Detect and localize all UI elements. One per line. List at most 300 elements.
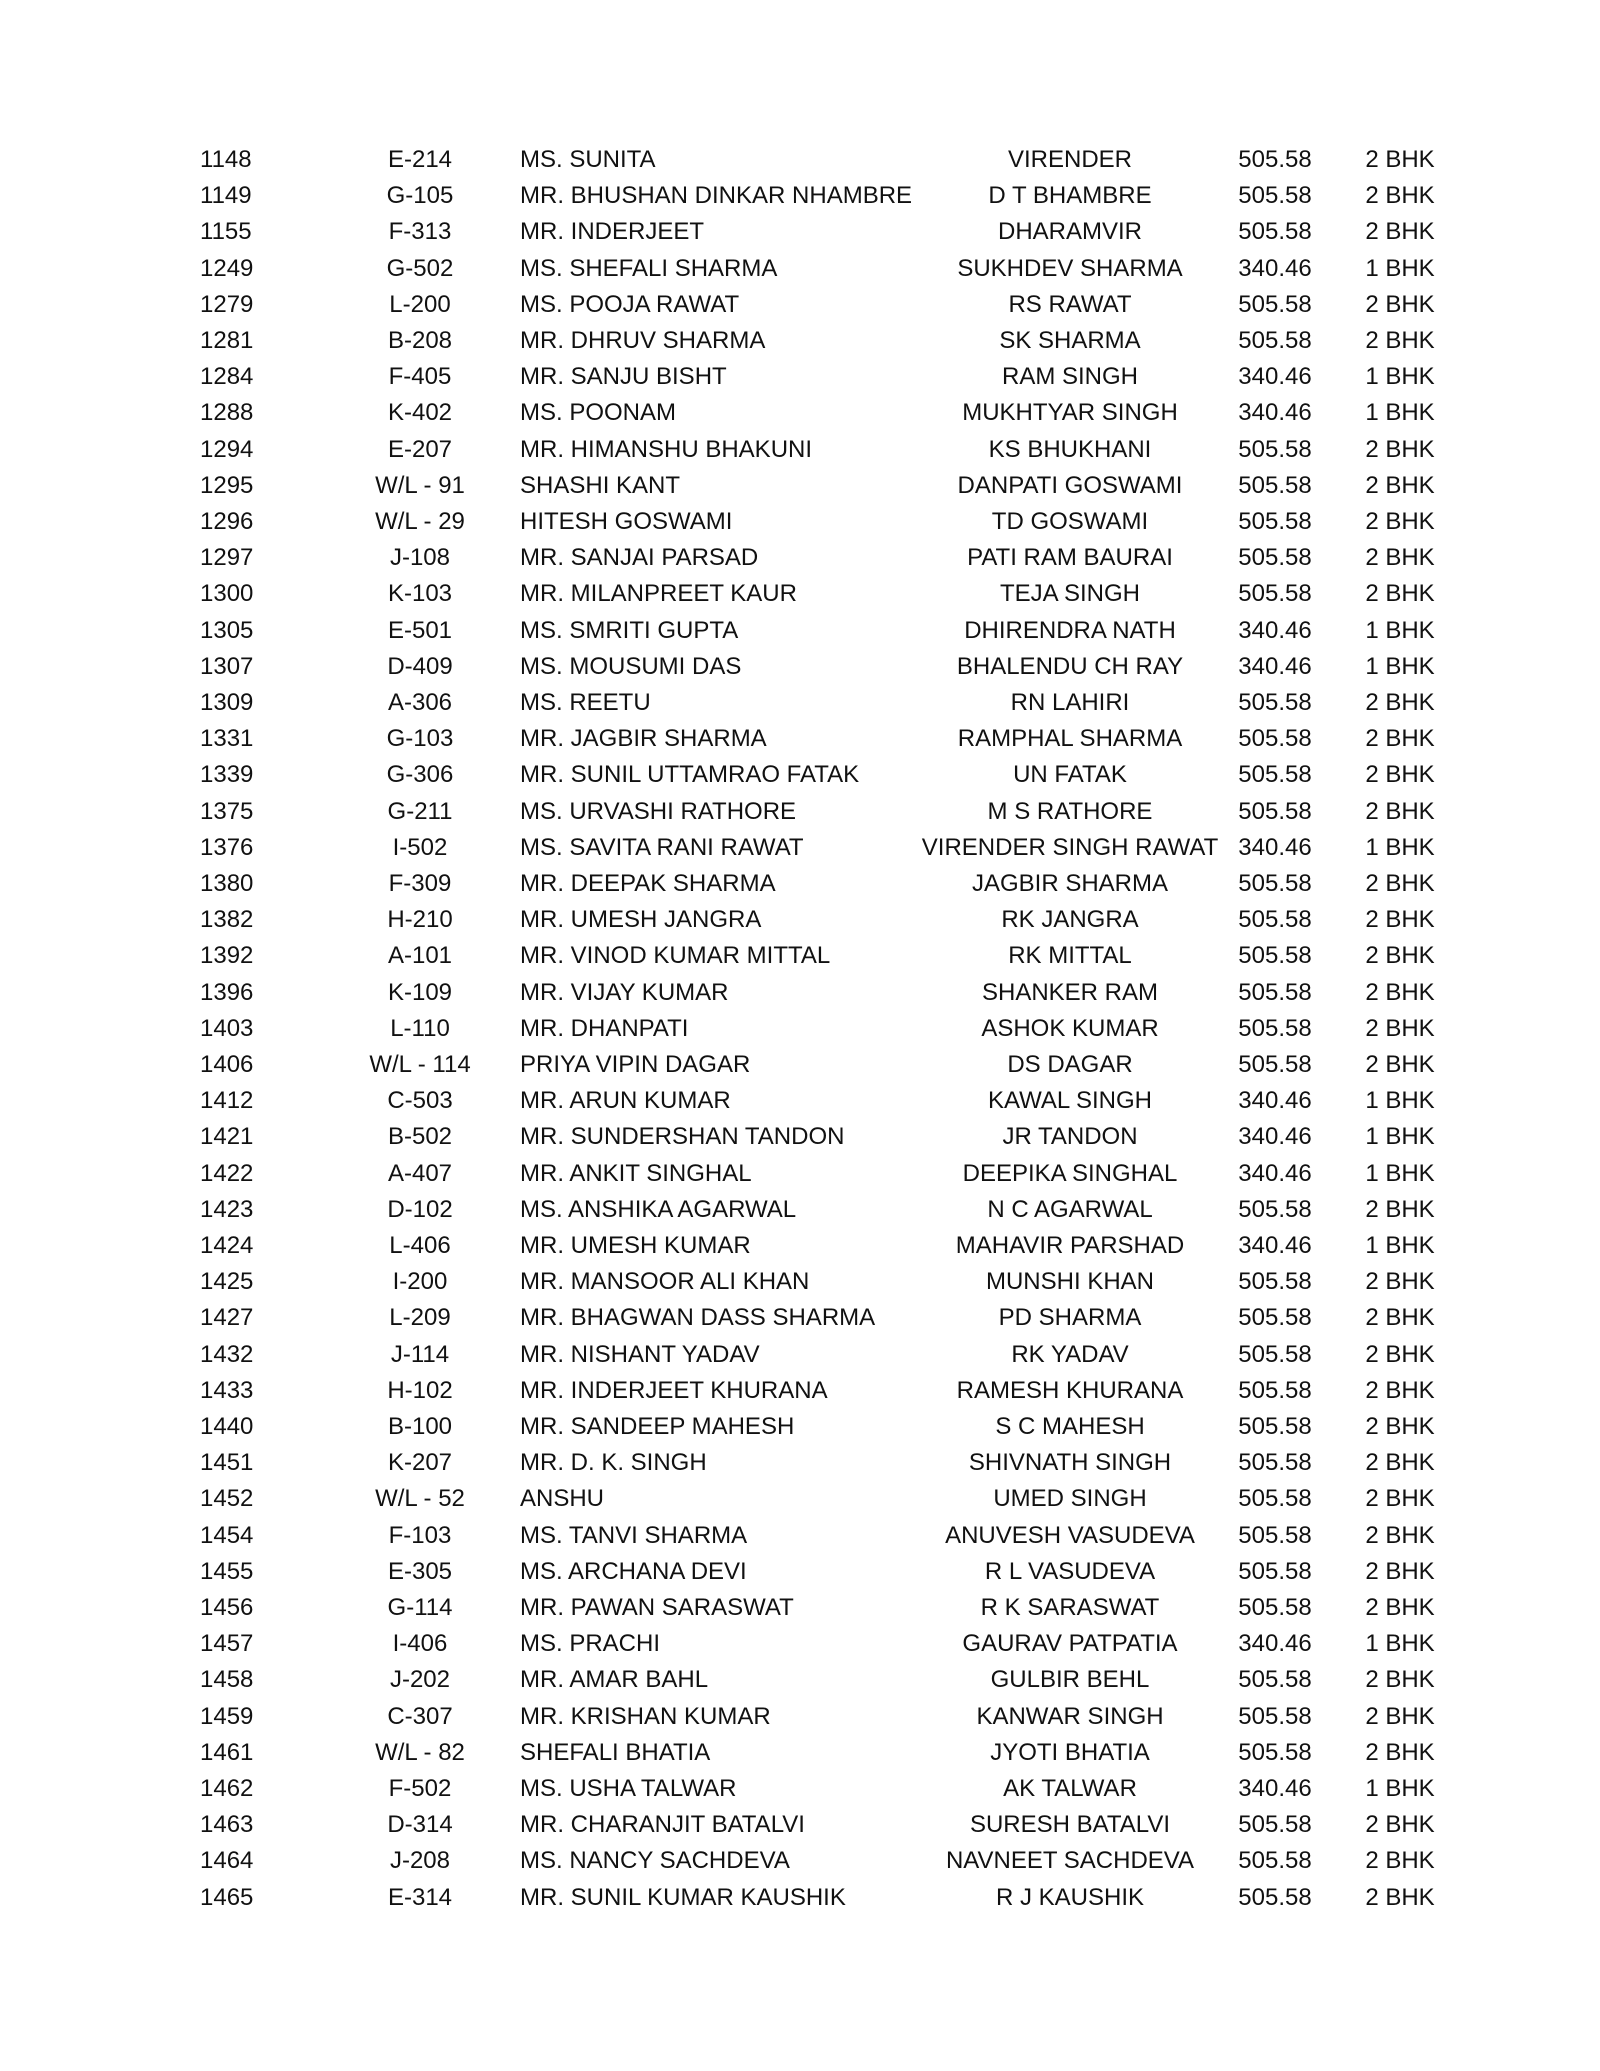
table-row <box>0 1518 1600 1554</box>
relative-name-cell: SHANKER RAM <box>981 978 1159 1006</box>
applicant-name-cell: MR. ANKIT SINGHAL <box>520 1159 752 1187</box>
unit-number-cell: A-101 <box>387 942 453 970</box>
flat-type-cell: 2 BHK <box>1365 146 1435 173</box>
applicant-name-cell: MR. HIMANSHU BHAKUNI <box>520 435 813 463</box>
applicant-name-cell: MS. POONAM <box>520 399 677 427</box>
serial-number-cell: 1454 <box>200 1521 254 1549</box>
flat-type-cell: 2 BHK <box>1365 508 1435 535</box>
flat-type-cell: 1 BHK <box>1365 1630 1435 1658</box>
table-row <box>0 287 1600 323</box>
relative-name-cell: RK JANGRA <box>1001 906 1139 934</box>
flat-type-cell: 2 BHK <box>1365 870 1435 897</box>
flat-type-cell: 2 BHK <box>1365 1738 1435 1766</box>
unit-number-cell: I-502 <box>392 833 448 861</box>
area-cell: 505.58 <box>1238 906 1312 934</box>
area-cell: 340.46 <box>1238 652 1312 680</box>
applicant-name-cell: MR. SUNIL UTTAMRAO FATAK <box>520 761 860 789</box>
flat-type-cell: 1 BHK <box>1365 399 1435 427</box>
table-row <box>0 613 1600 649</box>
unit-number-cell: B-100 <box>387 1413 453 1440</box>
unit-number-cell: A-306 <box>387 689 453 716</box>
serial-number-cell: 1412 <box>200 1087 254 1115</box>
unit-number-cell: D-409 <box>387 652 453 680</box>
relative-name-cell: KS BHUKHANI <box>988 435 1152 463</box>
relative-name-cell: BHALENDU CH RAY <box>956 652 1184 680</box>
unit-number-cell: W/L - 29 <box>375 508 465 535</box>
unit-number-cell: W/L - 82 <box>375 1738 465 1766</box>
serial-number-cell: 1424 <box>200 1232 254 1259</box>
serial-number-cell: 1433 <box>200 1376 254 1404</box>
applicant-name-cell: MR. SANJAI PARSAD <box>520 544 759 572</box>
applicant-name-cell: MR. VINOD KUMAR MITTAL <box>520 942 831 970</box>
applicant-name-cell: MR. AMAR BAHL <box>520 1666 709 1694</box>
unit-number-cell: A-407 <box>387 1159 453 1187</box>
area-cell: 505.58 <box>1238 1449 1312 1477</box>
area-cell: 505.58 <box>1238 471 1312 499</box>
area-cell: 340.46 <box>1238 1630 1312 1658</box>
area-cell: 505.58 <box>1238 327 1312 354</box>
flat-type-cell: 2 BHK <box>1365 906 1435 934</box>
area-cell: 505.58 <box>1238 1521 1312 1549</box>
table-row <box>0 1843 1600 1879</box>
serial-number-cell: 1452 <box>200 1485 254 1513</box>
table-row <box>0 830 1600 866</box>
table-row <box>0 1409 1600 1445</box>
area-cell: 505.58 <box>1238 182 1312 210</box>
table-row <box>0 1337 1600 1373</box>
applicant-name-cell: MR. INDERJEET <box>520 218 705 246</box>
flat-type-cell: 2 BHK <box>1365 1594 1435 1621</box>
area-cell: 340.46 <box>1238 616 1312 644</box>
flat-type-cell: 2 BHK <box>1365 435 1435 463</box>
serial-number-cell: 1456 <box>200 1594 254 1621</box>
unit-number-cell: I-406 <box>392 1630 448 1658</box>
table-row <box>0 468 1600 504</box>
relative-name-cell: DS DAGAR <box>1007 1051 1133 1078</box>
area-cell: 505.58 <box>1238 1883 1312 1911</box>
table-row <box>0 576 1600 612</box>
unit-number-cell: L-110 <box>390 1014 450 1042</box>
applicant-name-cell: MR. BHUSHAN DINKAR NHAMBRE <box>520 182 913 210</box>
relative-name-cell: N C AGARWAL <box>987 1195 1153 1223</box>
flat-type-cell: 2 BHK <box>1365 471 1435 499</box>
serial-number-cell: 1155 <box>200 218 252 246</box>
area-cell: 505.58 <box>1238 1666 1312 1694</box>
relative-name-cell: MAHAVIR PARSHAD <box>955 1232 1185 1259</box>
area-cell: 340.46 <box>1238 1087 1312 1115</box>
serial-number-cell: 1459 <box>200 1702 254 1730</box>
table-row <box>0 1264 1600 1300</box>
relative-name-cell: MUKHTYAR SINGH <box>962 399 1178 427</box>
flat-type-cell: 1 BHK <box>1365 1159 1435 1187</box>
table-row <box>0 794 1600 830</box>
flat-type-cell: 2 BHK <box>1365 1811 1435 1839</box>
serial-number-cell: 1281 <box>200 327 254 354</box>
applicant-name-cell: MS. SUNITA <box>520 146 656 173</box>
relative-name-cell: GULBIR BEHL <box>990 1666 1150 1694</box>
table-row <box>0 1699 1600 1735</box>
relative-name-cell: R L VASUDEVA <box>984 1557 1156 1585</box>
applicant-name-cell: MR. DHRUV SHARMA <box>520 327 766 354</box>
applicant-name-cell: MR. SUNIL KUMAR KAUSHIK <box>520 1883 846 1911</box>
flat-type-cell: 2 BHK <box>1365 761 1435 789</box>
relative-name-cell: SK SHARMA <box>999 327 1141 354</box>
serial-number-cell: 1440 <box>200 1413 254 1440</box>
relative-name-cell: R K SARASWAT <box>980 1594 1160 1621</box>
applicant-name-cell: MR. SANJU BISHT <box>520 363 727 391</box>
area-cell: 505.58 <box>1238 942 1312 970</box>
applicant-name-cell: MS. POOJA RAWAT <box>520 290 740 318</box>
relative-name-cell: D T BHAMBRE <box>988 182 1152 210</box>
area-cell: 505.58 <box>1238 1340 1312 1368</box>
applicant-name-cell: MR. MANSOOR ALI KHAN <box>520 1268 810 1296</box>
applicant-name-cell: MR. D. K. SINGH <box>520 1449 707 1477</box>
flat-type-cell: 2 BHK <box>1365 978 1435 1006</box>
flat-type-cell: 2 BHK <box>1365 1521 1435 1549</box>
relative-name-cell: RS RAWAT <box>1008 290 1132 318</box>
serial-number-cell: 1432 <box>200 1340 254 1368</box>
relative-name-cell: SUKHDEV SHARMA <box>957 254 1183 282</box>
unit-number-cell: E-501 <box>387 616 453 644</box>
unit-number-cell: D-102 <box>387 1195 453 1223</box>
area-cell: 505.58 <box>1238 290 1312 318</box>
flat-type-cell: 2 BHK <box>1365 942 1435 970</box>
serial-number-cell: 1451 <box>200 1449 254 1477</box>
area-cell: 505.58 <box>1238 435 1312 463</box>
serial-number-cell: 1457 <box>200 1630 254 1658</box>
applicant-name-cell: MS. SAVITA RANI RAWAT <box>520 833 804 861</box>
applicant-name-cell: MR. BHAGWAN DASS SHARMA <box>520 1304 876 1332</box>
serial-number-cell: 1406 <box>200 1051 254 1078</box>
serial-number-cell: 1423 <box>200 1195 254 1223</box>
area-cell: 505.58 <box>1238 1811 1312 1839</box>
unit-number-cell: L-406 <box>389 1232 451 1259</box>
unit-number-cell: F-502 <box>388 1775 452 1802</box>
relative-name-cell: PD SHARMA <box>998 1304 1142 1332</box>
serial-number-cell: 1464 <box>200 1847 254 1875</box>
area-cell: 505.58 <box>1238 978 1312 1006</box>
area-cell: 505.58 <box>1238 544 1312 572</box>
flat-type-cell: 2 BHK <box>1365 1304 1435 1332</box>
table-row <box>0 685 1600 721</box>
serial-number-cell: 1461 <box>200 1738 254 1766</box>
unit-number-cell: E-214 <box>387 146 453 173</box>
serial-number-cell: 1462 <box>200 1775 254 1802</box>
applicant-name-cell: MR. UMESH KUMAR <box>520 1232 751 1259</box>
area-cell: 505.58 <box>1238 1702 1312 1730</box>
applicant-name-cell: MS. MOUSUMI DAS <box>520 652 742 680</box>
area-cell: 340.46 <box>1238 1775 1312 1802</box>
applicant-name-cell: MR. INDERJEET KHURANA <box>520 1376 828 1404</box>
unit-number-cell: G-211 <box>387 797 453 825</box>
area-cell: 505.58 <box>1238 1051 1312 1078</box>
serial-number-cell: 1331 <box>200 725 254 753</box>
flat-type-cell: 2 BHK <box>1365 218 1435 246</box>
unit-number-cell: G-105 <box>386 182 454 210</box>
flat-type-cell: 2 BHK <box>1365 327 1435 354</box>
applicant-name-cell: MS. NANCY SACHDEVA <box>520 1847 790 1875</box>
relative-name-cell: RK YADAV <box>1011 1340 1129 1368</box>
table-row <box>0 1481 1600 1517</box>
serial-number-cell: 1396 <box>200 978 254 1006</box>
table-row <box>0 432 1600 468</box>
relative-name-cell: MUNSHI KHAN <box>985 1268 1154 1296</box>
serial-number-cell: 1403 <box>200 1014 254 1042</box>
table-row <box>0 866 1600 902</box>
applicant-name-cell: MR. DHANPATI <box>520 1014 689 1042</box>
area-cell: 340.46 <box>1238 399 1312 427</box>
area-cell: 505.58 <box>1238 1195 1312 1223</box>
unit-number-cell: J-202 <box>389 1666 451 1694</box>
unit-number-cell: I-200 <box>392 1268 448 1296</box>
relative-name-cell: RAMESH KHURANA <box>956 1376 1184 1404</box>
unit-number-cell: B-502 <box>387 1123 453 1151</box>
area-cell: 505.58 <box>1238 1594 1312 1621</box>
flat-type-cell: 1 BHK <box>1365 1123 1435 1151</box>
table-row <box>0 1880 1600 1916</box>
applicant-name-cell: MS. REETU <box>520 689 651 716</box>
unit-number-cell: B-208 <box>387 327 453 354</box>
unit-number-cell: W/L - 114 <box>369 1051 471 1078</box>
table-row <box>0 938 1600 974</box>
serial-number-cell: 1284 <box>200 363 254 391</box>
serial-number-cell: 1422 <box>200 1159 254 1187</box>
flat-type-cell: 2 BHK <box>1365 1485 1435 1513</box>
relative-name-cell: VIRENDER SINGH RAWAT <box>921 833 1219 861</box>
applicant-name-cell: MS. URVASHI RATHORE <box>520 797 797 825</box>
relative-name-cell: SHIVNATH SINGH <box>968 1449 1172 1477</box>
serial-number-cell: 1392 <box>200 942 254 970</box>
flat-type-cell: 1 BHK <box>1365 1775 1435 1802</box>
flat-type-cell: 2 BHK <box>1365 725 1435 753</box>
unit-number-cell: F-309 <box>388 870 452 897</box>
flat-type-cell: 1 BHK <box>1365 833 1435 861</box>
flat-type-cell: 1 BHK <box>1365 363 1435 391</box>
flat-type-cell: 2 BHK <box>1365 1340 1435 1368</box>
flat-type-cell: 2 BHK <box>1365 544 1435 572</box>
table-row <box>0 1228 1600 1264</box>
area-cell: 505.58 <box>1238 1376 1312 1404</box>
flat-type-cell: 1 BHK <box>1365 652 1435 680</box>
table-row <box>0 1554 1600 1590</box>
area-cell: 340.46 <box>1238 1123 1312 1151</box>
unit-number-cell: G-114 <box>387 1594 453 1621</box>
unit-number-cell: C-503 <box>387 1087 453 1115</box>
unit-number-cell: E-305 <box>387 1557 453 1585</box>
unit-number-cell: F-313 <box>388 218 452 246</box>
unit-number-cell: W/L - 91 <box>375 471 465 499</box>
unit-number-cell: L-200 <box>389 290 451 318</box>
unit-number-cell: K-109 <box>387 978 453 1006</box>
flat-type-cell: 1 BHK <box>1365 1087 1435 1115</box>
applicant-name-cell: MS. PRACHI <box>520 1630 661 1658</box>
unit-number-cell: K-402 <box>387 399 453 427</box>
area-cell: 340.46 <box>1238 363 1312 391</box>
relative-name-cell: M S RATHORE <box>987 797 1153 825</box>
applicant-name-cell: MR. KRISHAN KUMAR <box>520 1702 771 1730</box>
flat-type-cell: 2 BHK <box>1365 1051 1435 1078</box>
area-cell: 505.58 <box>1238 1268 1312 1296</box>
applicant-name-cell: MS. ANSHIKA AGARWAL <box>520 1195 797 1223</box>
table-row <box>0 975 1600 1011</box>
relative-name-cell: DHIRENDRA NATH <box>964 616 1176 644</box>
table-row <box>0 1771 1600 1807</box>
table-row <box>0 1807 1600 1843</box>
area-cell: 505.58 <box>1238 1014 1312 1042</box>
relative-name-cell: DEEPIKA SINGHAL <box>962 1159 1178 1187</box>
serial-number-cell: 1421 <box>200 1123 254 1151</box>
relative-name-cell: TEJA SINGH <box>999 580 1141 608</box>
table-row <box>0 1445 1600 1481</box>
relative-name-cell: RN LAHIRI <box>1010 689 1130 716</box>
relative-name-cell: R J KAUSHIK <box>995 1883 1145 1911</box>
applicant-name-cell: MR. JAGBIR SHARMA <box>520 725 767 753</box>
table-row <box>0 359 1600 395</box>
applicant-name-cell: MR. DEEPAK SHARMA <box>520 870 776 897</box>
table-row <box>0 1156 1600 1192</box>
flat-type-cell: 2 BHK <box>1365 1702 1435 1730</box>
area-cell: 505.58 <box>1238 218 1312 246</box>
relative-name-cell: ANUVESH VASUDEVA <box>945 1521 1195 1549</box>
unit-number-cell: E-314 <box>387 1883 453 1911</box>
relative-name-cell: DHARAMVIR <box>997 218 1142 246</box>
table-row <box>0 395 1600 431</box>
relative-name-cell: RAM SINGH <box>1001 363 1138 391</box>
area-cell: 340.46 <box>1238 1232 1312 1259</box>
table-row <box>0 540 1600 576</box>
serial-number-cell: 1455 <box>200 1557 254 1585</box>
applicant-name-cell: MS. ARCHANA DEVI <box>520 1557 747 1585</box>
relative-name-cell: TD GOSWAMI <box>991 508 1149 535</box>
relative-name-cell: ASHOK KUMAR <box>981 1014 1159 1042</box>
serial-number-cell: 1307 <box>200 652 254 680</box>
flat-type-cell: 2 BHK <box>1365 1376 1435 1404</box>
table-row <box>0 504 1600 540</box>
unit-number-cell: L-209 <box>389 1304 451 1332</box>
unit-number-cell: W/L - 52 <box>375 1485 465 1513</box>
flat-type-cell: 2 BHK <box>1365 797 1435 825</box>
relative-name-cell: SURESH BATALVI <box>969 1811 1171 1839</box>
applicant-name-cell: MR. MILANPREET KAUR <box>520 580 797 608</box>
flat-type-cell: 2 BHK <box>1365 1666 1435 1694</box>
table-row <box>0 323 1600 359</box>
serial-number-cell: 1279 <box>200 290 254 318</box>
unit-number-cell: H-102 <box>387 1376 453 1404</box>
serial-number-cell: 1149 <box>200 182 252 210</box>
table-row <box>0 178 1600 214</box>
unit-number-cell: C-307 <box>387 1702 453 1730</box>
applicant-name-cell: MR. ARUN KUMAR <box>520 1087 731 1115</box>
relative-name-cell: S C MAHESH <box>995 1413 1145 1440</box>
serial-number-cell: 1294 <box>200 435 254 463</box>
area-cell: 340.46 <box>1238 254 1312 282</box>
flat-type-cell: 2 BHK <box>1365 182 1435 210</box>
area-cell: 505.58 <box>1238 725 1312 753</box>
area-cell: 505.58 <box>1238 761 1312 789</box>
table-row <box>0 1626 1600 1662</box>
relative-name-cell: JYOTI BHATIA <box>990 1738 1150 1766</box>
area-cell: 505.58 <box>1238 1413 1312 1440</box>
serial-number-cell: 1427 <box>200 1304 254 1332</box>
area-cell: 340.46 <box>1238 833 1312 861</box>
applicant-name-cell: MR. NISHANT YADAV <box>520 1340 760 1368</box>
table-row <box>0 1119 1600 1155</box>
applicant-name-cell: MS. TANVI SHARMA <box>520 1521 748 1549</box>
serial-number-cell: 1425 <box>200 1268 254 1296</box>
unit-number-cell: G-502 <box>386 254 454 282</box>
applicant-name-cell: SHASHI KANT <box>520 471 681 499</box>
flat-type-cell: 2 BHK <box>1365 580 1435 608</box>
serial-number-cell: 1465 <box>200 1883 254 1911</box>
serial-number-cell: 1380 <box>200 870 254 897</box>
flat-type-cell: 1 BHK <box>1365 616 1435 644</box>
applicant-name-cell: MS. SHEFALI SHARMA <box>520 254 778 282</box>
relative-name-cell: DANPATI GOSWAMI <box>957 471 1183 499</box>
serial-number-cell: 1295 <box>200 471 254 499</box>
serial-number-cell: 1382 <box>200 906 254 934</box>
flat-type-cell: 2 BHK <box>1365 1014 1435 1042</box>
applicant-name-cell: MR. SANDEEP MAHESH <box>520 1413 795 1440</box>
unit-number-cell: J-108 <box>389 544 451 572</box>
serial-number-cell: 1148 <box>200 146 252 173</box>
unit-number-cell: K-103 <box>387 580 453 608</box>
serial-number-cell: 1296 <box>200 508 254 535</box>
applicant-name-cell: MS. SMRITI GUPTA <box>520 616 739 644</box>
table-row <box>0 1300 1600 1336</box>
table-row <box>0 721 1600 757</box>
applicant-name-cell: MS. USHA TALWAR <box>520 1775 737 1802</box>
applicant-name-cell: SHEFALI BHATIA <box>520 1738 711 1766</box>
applicant-name-cell: MR. VIJAY KUMAR <box>520 978 729 1006</box>
area-cell: 340.46 <box>1238 1159 1312 1187</box>
relative-name-cell: UMED SINGH <box>993 1485 1147 1513</box>
flat-type-cell: 2 BHK <box>1365 1847 1435 1875</box>
relative-name-cell: GAURAV PATPATIA <box>962 1630 1178 1658</box>
unit-number-cell: D-314 <box>387 1811 453 1839</box>
unit-number-cell: G-103 <box>386 725 454 753</box>
applicant-name-cell: MR. PAWAN SARASWAT <box>520 1594 794 1621</box>
serial-number-cell: 1305 <box>200 616 254 644</box>
relative-name-cell: KAWAL SINGH <box>987 1087 1153 1115</box>
unit-number-cell: F-405 <box>388 363 452 391</box>
applicant-name-cell: HITESH GOSWAMI <box>520 508 733 535</box>
area-cell: 505.58 <box>1238 1847 1312 1875</box>
unit-number-cell: F-103 <box>388 1521 452 1549</box>
area-cell: 505.58 <box>1238 1304 1312 1332</box>
serial-number-cell: 1309 <box>200 689 254 716</box>
unit-number-cell: J-208 <box>389 1847 451 1875</box>
table-row <box>0 1083 1600 1119</box>
flat-type-cell: 1 BHK <box>1365 1232 1435 1259</box>
table-row <box>0 902 1600 938</box>
area-cell: 505.58 <box>1238 146 1312 173</box>
relative-name-cell: JAGBIR SHARMA <box>971 870 1169 897</box>
table-row <box>0 142 1600 178</box>
unit-number-cell: H-210 <box>387 906 453 934</box>
area-cell: 505.58 <box>1238 508 1312 535</box>
area-cell: 505.58 <box>1238 689 1312 716</box>
table-row <box>0 1373 1600 1409</box>
area-cell: 505.58 <box>1238 797 1312 825</box>
serial-number-cell: 1463 <box>200 1811 254 1839</box>
serial-number-cell: 1458 <box>200 1666 254 1694</box>
relative-name-cell: PATI RAM BAURAI <box>967 544 1173 572</box>
serial-number-cell: 1375 <box>200 797 254 825</box>
relative-name-cell: RK MITTAL <box>1008 942 1132 970</box>
applicant-name-cell: MR. UMESH JANGRA <box>520 906 762 934</box>
flat-type-cell: 2 BHK <box>1365 1195 1435 1223</box>
flat-type-cell: 2 BHK <box>1365 1268 1435 1296</box>
